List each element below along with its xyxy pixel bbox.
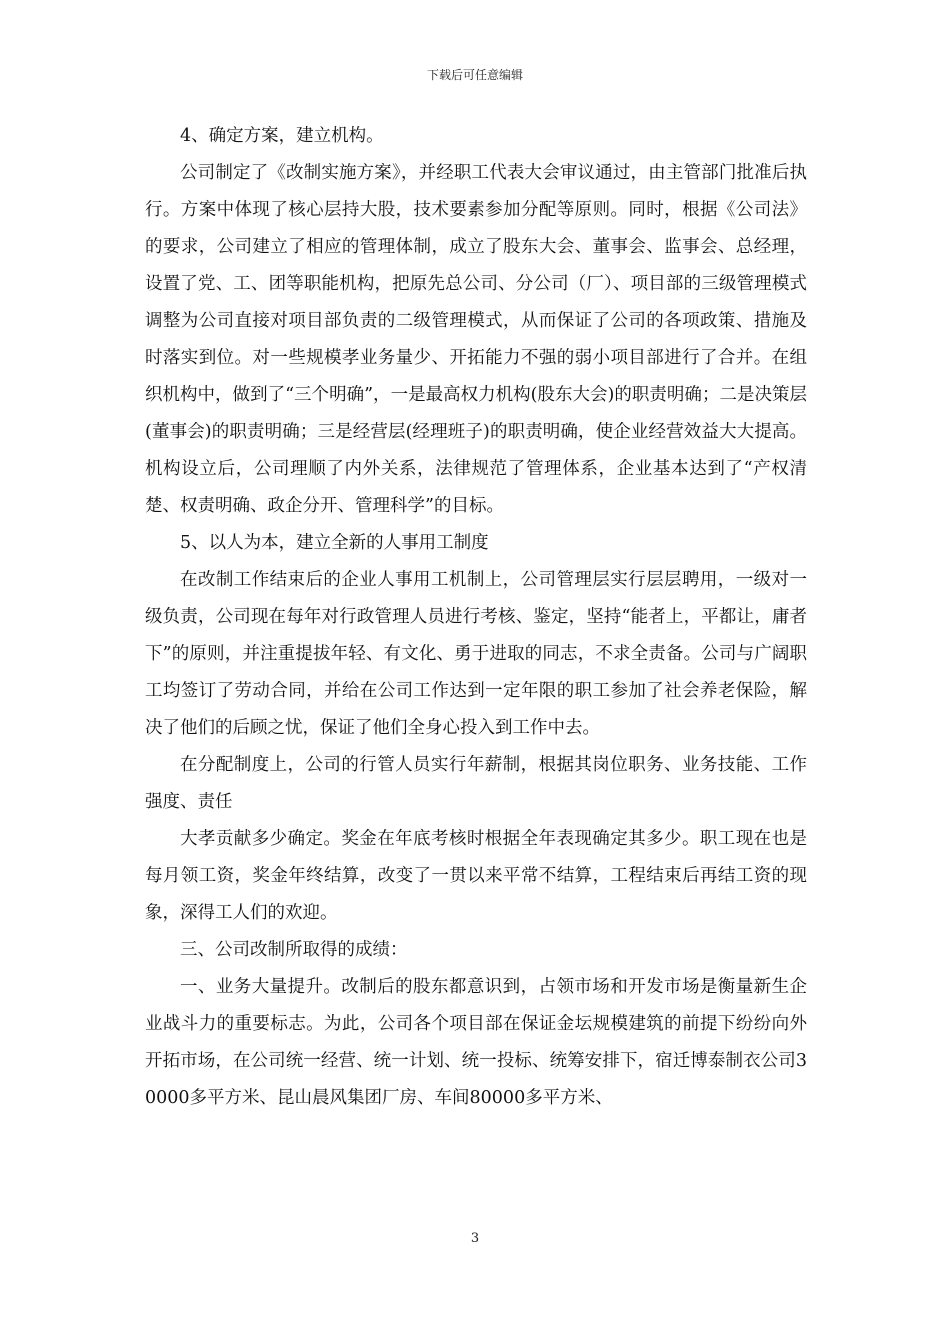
paragraph-personnel: 在改制工作结束后的企业人事用工机制上，公司管理层实行层层聘用，一级对一级负责，公司现在每年对行政管理人员进行考核、鉴定，坚持“能者上，平都让，庸者下”的原则，并注重提拔年轻、有文化、勇于进取的同志，不求全责备。公司与广阔职工均签订了劳动合同，并给在公司工作达到一定年限的职工参加了社会养老保险，解决了他们的后顾之忧，保证了他们全身心投入到工作中去。 [145, 570, 807, 738]
page-number: 3 [470, 1231, 480, 1246]
page-header: 下载后可任意编辑 [426, 68, 523, 82]
paragraph-bonus: 大孝贡献多少确定。奖金在年底考核时根据全年表现确定其多少。职工现在也是每月领工资，奖金年终结算，改变了一贯以来平常不结算，工程结束后再结工资的现象，深得工人们的欢迎。 [145, 829, 807, 923]
section-heading-achievements: 三、公司改制所取得的成绩： [180, 940, 408, 960]
section-heading-4: 4、确定方案，建立机构。 [180, 126, 384, 146]
document-body [145, 118, 807, 1117]
paragraph-business: 一、业务大量提升。改制后的股东都意识到，占领市场和开发市场是衡量新生企业战斗力的重要标志。为此，公司各个项目部在保证金坛规模建筑的前提下纷纷向外开拓市场，在公司统一经营、统一计划、统一投标、统筹安排下，宿迁博泰制衣公司30000多平方米、昆山晨风集团厂房、车间80000多平方米、 [145, 977, 807, 1108]
paragraph-distribution: 在分配制度上，公司的行管人员实行年薪制，根据其岗位职务、业务技能、工作强度、责任 [145, 755, 807, 812]
paragraph-plan: 公司制定了《改制实施方案》，并经职工代表大会审议通过，由主管部门批准后执行。方案中体现了核心层持大股，技术要素参加分配等原则。同时，根据《公司法》的要求，公司建立了相应的管理体制，成立了股东大会、董事会、监事会、总经理，设置了党、工、团等职能机构，把原先总公司、分公司（厂）、项目部的三级管理模式调整为公司直接对项目部负责的二级管理模式，从而保证了公司的各项政策、措施及时落实到位。对一些规模孝业务量少、开拓能力不强的弱小项目部进行了合并。在组织机构中，做到了“三个明确”，一是最高权力机构(股东大会)的职责明确；二是决策层(董事会)的职责明确；三是经营层(经理班子)的职责明确，使企业经营效益大大提高。机构设立后，公司理顺了内外关系，法律规范了管理体系，企业基本达到了“产权清楚、权责明确、政企分开、管理科学”的目标。 [145, 163, 807, 516]
section-heading-5: 5、以人为本，建立全新的人事用工制度 [180, 533, 489, 553]
